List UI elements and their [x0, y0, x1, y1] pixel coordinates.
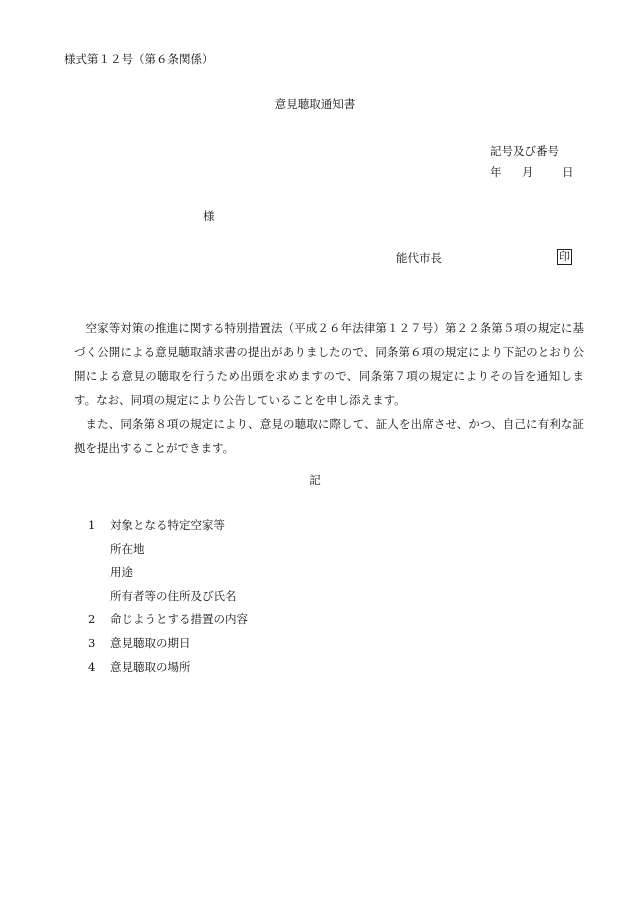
date-month: 月: [522, 165, 534, 179]
notice-body: [74, 316, 584, 460]
document-title: 意見聴取通知書: [274, 97, 356, 111]
list-item: [88, 538, 248, 562]
body-paragraph-1: 空家等対策の推進に関する特別措置法（平成２６年法律第１２７号）第２２条第５項の規定に基づく公開による意見聴取請求書の提出がありましたので、同条第６項の規定により下記のとおり公開による意見の聴取を行うため出頭を求めますので、同条第７項の規定によりその旨を通知します。なお、同項の規定により公告していることを申し添えます。: [74, 321, 584, 407]
body-paragraph-2: また、同条第８項の規定により、意見の聴取に際して、証人を出席させ、かつ、自己に有利な証拠を提出することができます。: [74, 417, 584, 455]
ki-heading: 記: [309, 473, 321, 487]
item-label: 対象となる特定空家等: [110, 518, 225, 532]
item-label: 所有者等の住所及び氏名: [110, 588, 237, 603]
list-item: [88, 514, 248, 538]
item-number: 2: [88, 612, 96, 627]
list-item: [88, 656, 248, 680]
sender-name: 能代市長: [396, 251, 442, 265]
reference-block: [490, 141, 574, 183]
form-number: 様式第１２号（第６条関係）: [64, 52, 214, 66]
item-label: 所在地: [110, 541, 145, 556]
list-item: [88, 561, 248, 585]
item-number: 4: [88, 659, 96, 674]
date-year: 年: [490, 165, 502, 179]
seal-mark: 印: [559, 250, 570, 263]
item-list: [88, 514, 248, 679]
date-day: 日: [562, 165, 574, 179]
item-label: 用途: [110, 565, 133, 580]
item-label: 意見聴取の場所: [110, 659, 191, 674]
list-item: [88, 632, 248, 656]
reference-number-label: 記号及び番号: [490, 144, 559, 158]
addressee-honorific: 様: [203, 209, 215, 223]
item-number: 3: [88, 635, 96, 650]
item-label: 意見聴取の期日: [110, 635, 191, 650]
date-line: [490, 162, 574, 183]
item-number: 1: [88, 518, 96, 532]
list-item: [88, 585, 248, 609]
item-label: 命じようとする措置の内容: [110, 612, 248, 627]
list-item: [88, 608, 248, 632]
